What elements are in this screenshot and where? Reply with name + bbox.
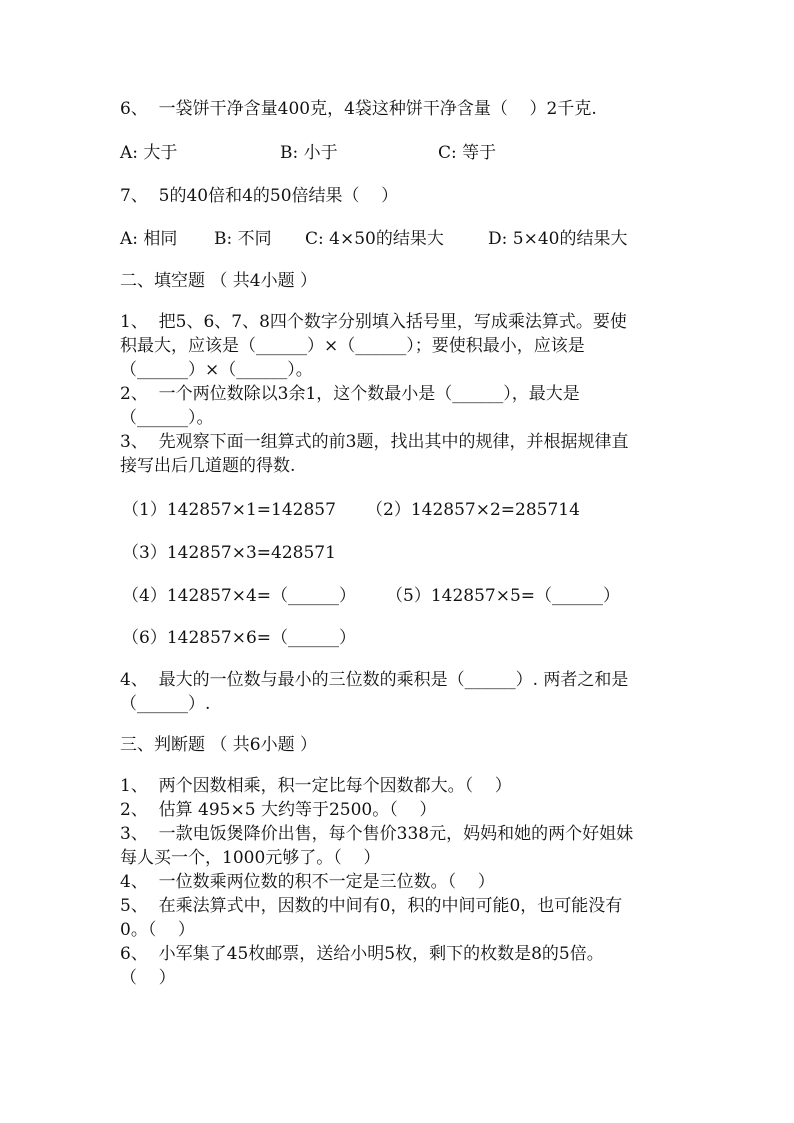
section3-heading: 三、判断题 （ 共6小题 ）: [120, 735, 318, 755]
q6-option-a: A: 大于: [120, 143, 178, 163]
s3-line-6: 5、 在乘法算式中，因数的中间有0，积的中间可能0，也可能没有: [120, 896, 623, 916]
s3-line-1: 1、 两个因数相乘，积一定比每个因数都大。（ ）: [120, 776, 512, 796]
q7-option-d: D: 5×40的结果大: [488, 229, 628, 249]
s2-equation-3: （3）142857×3=428571: [122, 543, 336, 563]
s2-equation-6: （6）142857×6=（______）: [122, 628, 357, 648]
q6-option-b: B: 小于: [280, 143, 338, 163]
s2-equation-5: （5）142857×5=（______）: [386, 586, 621, 606]
s2-q4-line2: （______）.: [120, 694, 211, 714]
s2-q4-line1: 4、 最大的一位数与最小的三位数的乘积是（______）. 两者之和是: [120, 670, 629, 690]
s2-q1-line1: 1、 把5、6、7、8四个数字分别填入括号里，写成乘法算式。要使: [120, 312, 627, 332]
s3-line-7: 0。（ ）: [120, 920, 195, 940]
s3-line-2: 2、 估算 495×5 大约等于2500。（ ）: [120, 800, 437, 820]
s2-q2-line2: （______）。: [120, 408, 214, 428]
s3-line-4: 每人买一个，1000元够了。（ ）: [120, 848, 381, 868]
q6-stem: 6、 一袋饼干净含量400克，4袋这种饼干净含量（ ）2千克.: [120, 99, 597, 119]
s2-equation-2: （2）142857×2=285714: [366, 500, 580, 520]
s2-q1-line3: （______）×（______）。: [120, 360, 313, 380]
section2-heading: 二、填空题 （ 共4小题 ）: [120, 271, 318, 291]
s3-line-5: 4、 一位数乘两位数的积不一定是三位数。（ ）: [120, 872, 495, 892]
q7-option-b: B: 不同: [214, 229, 272, 249]
s3-line-3: 3、 一款电饭煲降价出售，每个售价338元，妈妈和她的两个好姐妹: [120, 824, 634, 844]
q7-stem: 7、 5的40倍和4的50倍结果（ ）: [120, 186, 399, 206]
q6-option-c: C: 等于: [438, 143, 497, 163]
s3-line-9: （ ）: [120, 968, 176, 988]
s2-q3-line2: 接写出后几道题的得数.: [120, 456, 296, 476]
s2-q1-line2: 积最大，应该是（______）×（______）；要使积最小，应该是: [120, 336, 585, 356]
s2-equation-4: （4）142857×4=（______）: [122, 586, 357, 606]
s2-q2-line1: 2、 一个两位数除以3余1，这个数最小是（______），最大是: [120, 384, 580, 404]
q7-option-a: A: 相同: [120, 229, 178, 249]
s2-q3-line1: 3、 先观察下面一组算式的前3题，找出其中的规律，并根据规律直: [120, 432, 629, 452]
q7-option-c: C: 4×50的结果大: [305, 229, 444, 249]
s3-line-8: 6、 小军集了45枚邮票，送给小明5枚，剩下的枚数是8的5倍。: [120, 944, 604, 964]
s2-equation-1: （1）142857×1=142857: [122, 500, 336, 520]
